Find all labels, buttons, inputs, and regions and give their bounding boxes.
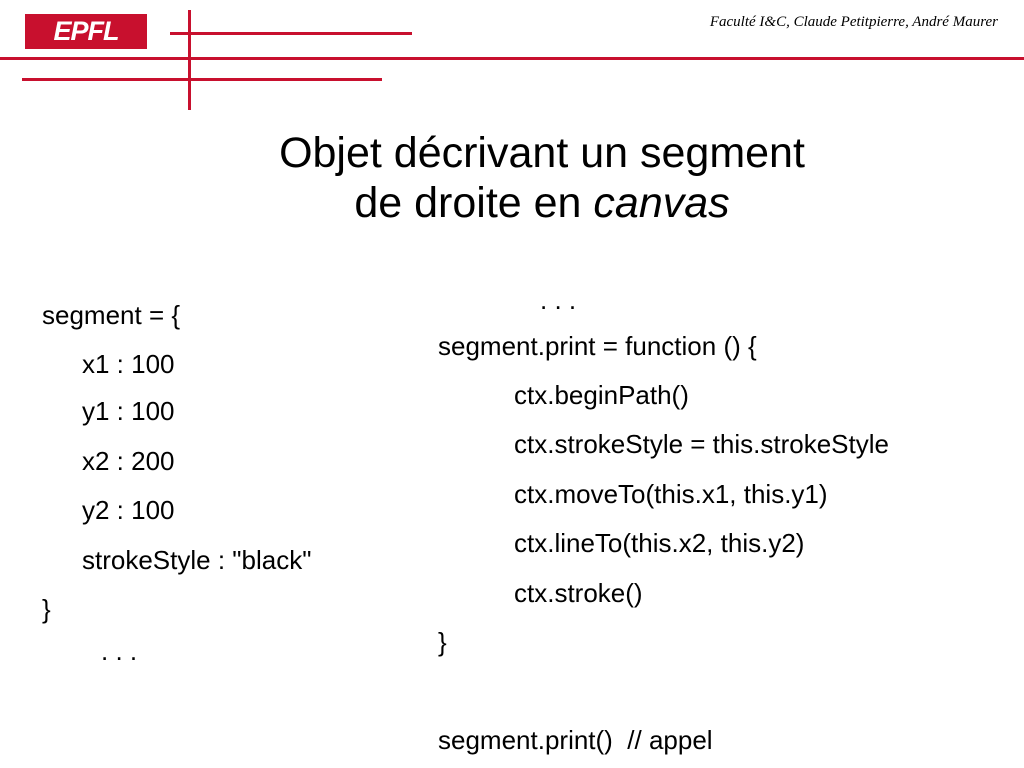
right-code-line: segment.print = function () { (438, 331, 757, 361)
right-code-line: ctx.strokeStyle = this.strokeStyle (514, 429, 889, 459)
left-code-line: y1 : 100 (82, 396, 175, 426)
header-rule-full (0, 57, 1024, 60)
left-code-line: strokeStyle : "black" (82, 545, 312, 575)
slide-title-line-2-italic: canvas (593, 179, 730, 227)
left-code-line: y2 : 100 (82, 495, 175, 525)
right-code-line: segment.print() // appel (438, 725, 713, 755)
right-code-line: ctx.stroke() (514, 578, 643, 608)
header-rule-top (170, 32, 412, 35)
left-code-line: x1 : 100 (82, 349, 175, 379)
right-code-line: . . . (540, 285, 577, 315)
header-rule-bottom (22, 78, 382, 81)
slide-title-line-2 (0, 178, 1024, 228)
slide-title-line-1: Objet décrivant un segment (279, 129, 805, 177)
slide-title (0, 128, 1024, 228)
header-rule-vertical (188, 10, 191, 110)
left-code-line: x2 : 200 (82, 446, 175, 476)
right-code-line: ctx.moveTo(this.x1, this.y1) (514, 479, 828, 509)
left-code-line: segment = { (42, 300, 181, 330)
right-code-line: ctx.beginPath() (514, 380, 689, 410)
right-code-line: ctx.lineTo(this.x2, this.y2) (514, 528, 805, 558)
left-code-line: . . . (101, 636, 138, 666)
header-credit: Faculté I&C, Claude Petitpierre, André Maurer (709, 14, 998, 30)
right-code-line: } (438, 627, 447, 657)
left-code-line: } (42, 594, 51, 624)
epfl-logo: EPFL (25, 14, 147, 49)
slide-title-line-2-text: de droite en (354, 179, 594, 227)
